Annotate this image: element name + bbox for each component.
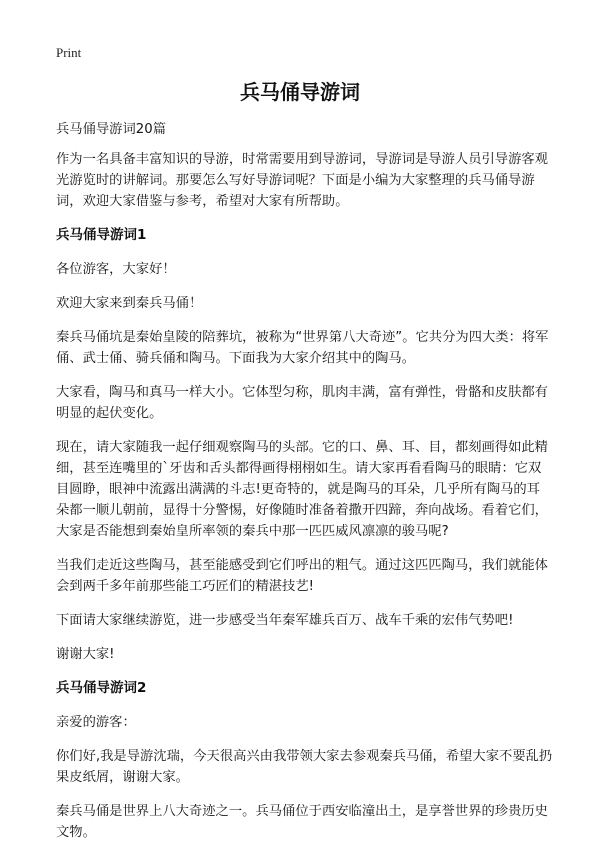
paragraph: 大家看，陶马和真马一样大小。它体型匀称，肌肉丰满，富有弹性，骨骼和皮肤都有明显的起伏变化。	[56, 385, 548, 421]
document-subtitle: 兵马俑导游词20篇	[56, 122, 166, 137]
page-title: 兵马俑导游词	[240, 80, 360, 104]
article-body	[56, 119, 553, 856]
paragraph: 欢迎大家来到秦兵马俑！	[56, 296, 203, 311]
print-link[interactable]: Print	[56, 45, 82, 60]
paragraph: 当我们走近这些陶马，甚至能感受到它们呼出的粗气。通过这匹匹陶马，我们就能体会到两千多年前那些能工巧匠们的精湛技艺!	[56, 558, 548, 594]
paragraph: 下面请大家继续游览，进一步感受当年秦军雄兵百万、战车千乘的宏伟气势吧!	[56, 613, 514, 628]
paragraph: 现在，请大家随我一起仔细观察陶马的头部。它的口、鼻、耳、目，都刻画得如此精细，甚至连嘴里的`牙齿和舌头都得画得栩栩如生。请大家再看看陶马的眼睛：它双目圆睁，眼神中流露出满满的斗志!更奇特的，就是陶马的耳朵，几乎所有陶马的耳朵都一顺儿朝前，显得十分警惕，好像随时准备着撒开四蹄，奔向战场。看着它们，大家是否能想到秦始皇所率领的秦兵中那一匹匹威风凛凛的骏马呢?	[56, 440, 548, 539]
section-heading-1: 兵马俑导游词1	[56, 227, 147, 243]
paragraph: 你们好,我是导游沈瑞，今天很高兴由我带领大家去参观秦兵马俑，希望大家不要乱扔果皮纸屑，谢谢大家。	[56, 749, 553, 785]
paragraph: 亲爱的游客：	[56, 715, 136, 730]
paragraph: 各位游客，大家好！	[56, 262, 176, 277]
section-heading-2: 兵马俑导游词2	[56, 680, 147, 696]
paragraph: 秦兵马俑是世界上八大奇迹之一。兵马俑位于西安临潼出土，是享誉世界的珍贵历史文物。	[56, 804, 548, 840]
paragraph: 秦兵马俑坑是秦始皇陵的陪葬坑，被称为“世界第八大奇迹”。它共分为四大类：将军俑、武士俑、骑兵俑和陶马。下面我为大家介绍其中的陶马。	[56, 330, 549, 366]
paragraph: 谢谢大家!	[56, 647, 115, 662]
intro-paragraph: 作为一名具备丰富知识的导游，时常需要用到导游词，导游词是导游人员引导游客观光游览时的讲解词。那要怎么写好导游词呢？下面是小编为大家整理的兵马俑导游词，欢迎大家借鉴与参考，希望对大家有所帮助。	[56, 152, 548, 209]
